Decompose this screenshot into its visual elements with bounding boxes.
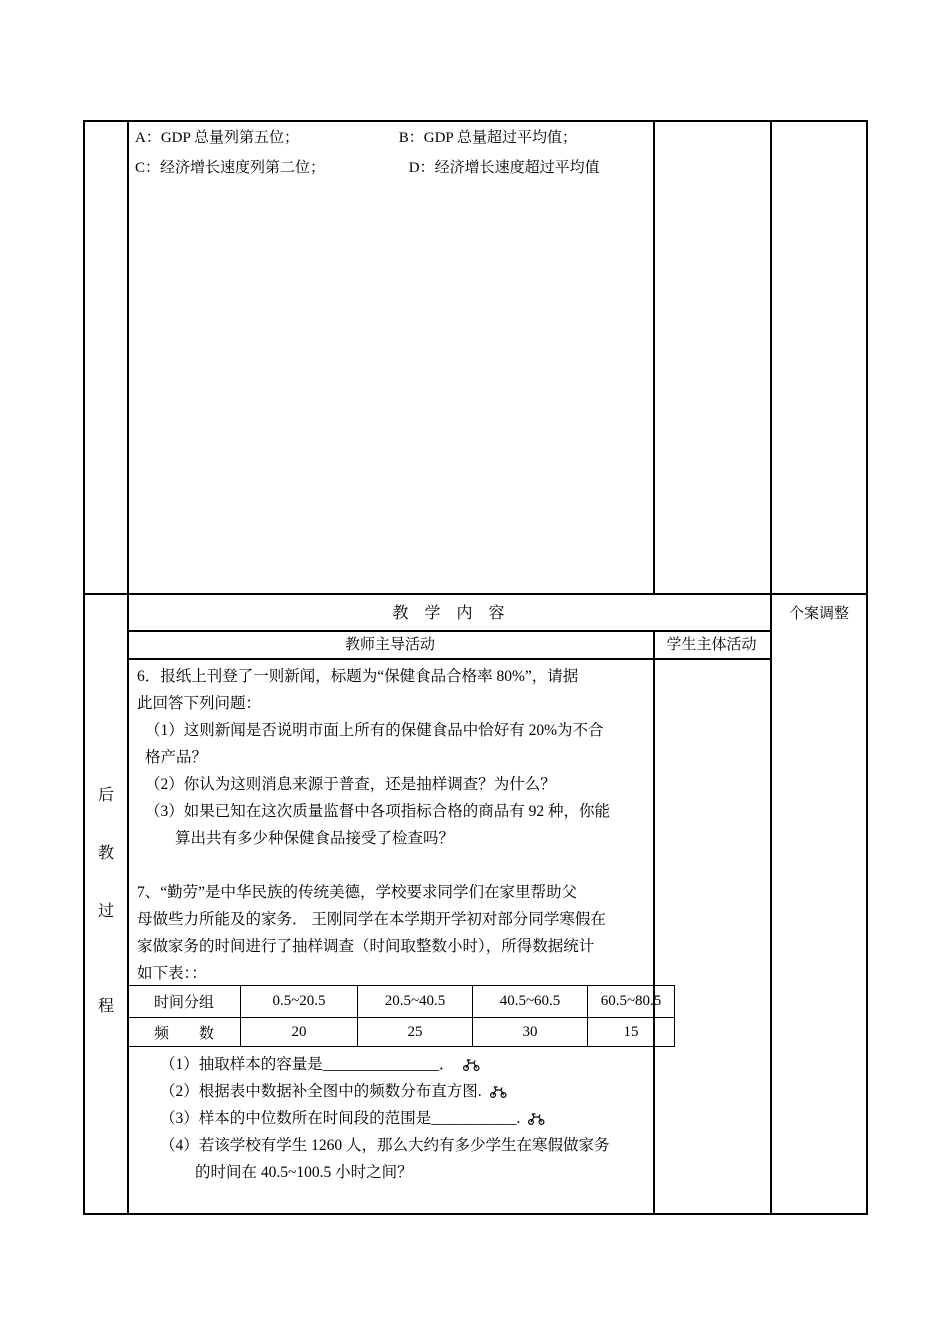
freq-header-range-4: 60.5~80.5 [588,986,675,1018]
scooter-icon [462,1058,481,1071]
top-table [83,120,868,593]
option-b-text: B：GDP 总量超过平均值； [398,130,577,146]
options-row-2 [135,156,600,177]
freq-value-2: 25 [358,1018,473,1047]
q6-sub2: （2）你认为这则消息来源于普查，还是抽样调查？为什么？ [145,776,556,793]
q7-line-1: 7、“勤劳”是中华民族的传统美德，学校要求同学们在家里帮助父 [137,884,578,901]
sidebar-char-guo: 过 [97,903,114,920]
freq-value-4: 15 [588,1018,675,1047]
q7-sub1-text: （1）抽取样本的容量是_______________． [160,1056,455,1073]
table-grid-line [770,595,772,1213]
q7-line-2: 母做些力所能及的家务． 王刚同学在本学期开学初对部分同学寒假在 [137,911,606,928]
freq-header-range-3: 40.5~60.5 [473,986,588,1018]
q7-sub2 [160,1078,657,1105]
freq-header-range-2: 20.5~40.5 [358,986,473,1018]
table-grid-line [653,122,655,593]
option-d-text: D：经济增长速度超过平均值 [408,160,600,176]
freq-row-label: 频 数 [128,1018,241,1047]
case-adjustment-header: 个案调整 [788,606,849,622]
lesson-plan-table [83,593,868,1215]
freq-value-3: 30 [473,1018,588,1047]
q7-sub4-line-1: （4）若该学校有学生 1260 人，那么大约有多少学生在寒假做家务 [160,1137,610,1154]
table-grid-line [127,595,129,1213]
q7-sub4-line-2: 的时间在 40.5~100.5 小时之间？ [195,1164,413,1181]
q7-sub3 [160,1105,657,1132]
q7-sub3-text: （3）样本的中位数所在时间段的范围是___________. [160,1110,521,1127]
q7-subquestions [137,1051,657,1186]
q6-sub1-line-2: 格产品？ [145,749,208,766]
option-c-text: C：经济增长速度列第二位； [135,160,326,176]
sidebar-char-cheng: 程 [97,998,114,1015]
blank-line [137,852,657,879]
sidebar-char-hou: 后 [97,787,114,804]
q6-sub1-line-1: （1）这则新闻是否说明市面上所有的保健食品中恰好有 20%为不合 [145,722,604,739]
q6-line-2: 此回答下列问题： [137,695,262,712]
q6-line-1: 6．报纸上刊登了一则新闻，标题为“保健食品合格率 80%”，请据 [137,668,579,685]
q7-line-4: 如下表：： [137,965,207,982]
scooter-icon [527,1112,546,1125]
q6-sub3-line-2: 算出共有多少种保健食品接受了检查吗？ [175,830,455,847]
teaching-content-header: 教 学 内 容 [392,605,505,622]
sidebar-char-jiao: 教 [97,845,114,862]
table-grid-line [770,122,772,593]
q7-line-3: 家做家务的时间进行了抽样调查（时间取整数小时），所得数据统计 [137,938,595,955]
q7-sub2-text: （2）根据表中数据补全图中的频数分布直方图. [160,1083,482,1100]
freq-header-range-1: 0.5~20.5 [241,986,358,1018]
student-activity-header: 学生主体活动 [666,637,757,653]
freq-table-header-row [128,986,675,1018]
teacher-activity-header: 教师主导活动 [344,637,435,653]
freq-header-group: 时间分组 [128,986,241,1018]
q7-sub1 [160,1051,657,1078]
scooter-icon [489,1085,508,1098]
frequency-table [127,985,675,1047]
freq-value-1: 20 [241,1018,358,1047]
freq-table-value-row [128,1018,675,1047]
options-row-1 [135,126,577,147]
table-grid-line [127,658,772,660]
q6-sub3-line-1: （3）如果已知在这次质量监督中各项指标合格的商品有 92 种，你能 [145,803,611,820]
table-grid-line [127,122,129,593]
option-a-text: A：GDP 总量列第五位； [135,130,300,146]
teacher-activity-body [137,663,657,987]
